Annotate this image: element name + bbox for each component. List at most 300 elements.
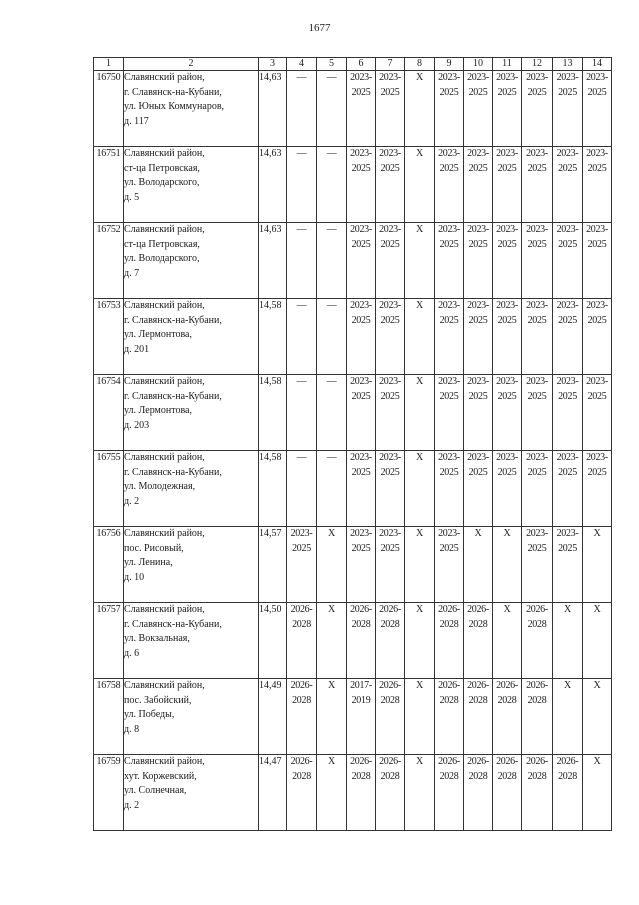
period-line: 2026- [379, 604, 401, 615]
period-line: 2025 [292, 542, 311, 554]
period-cell [522, 299, 553, 375]
period-cell [583, 679, 612, 755]
period-cell [376, 451, 405, 527]
period-line: — [296, 452, 307, 463]
period-line: 2028 [292, 770, 311, 782]
address-cell [124, 603, 259, 679]
period-cell [317, 223, 347, 299]
table-row [94, 71, 612, 147]
period-cell [287, 755, 317, 831]
period-cell [347, 299, 376, 375]
period-line: — [326, 148, 337, 159]
period-cell [317, 375, 347, 451]
period-line: 2028 [439, 694, 459, 706]
period-cell [287, 299, 317, 375]
period-line: X [416, 148, 423, 159]
period-cell [317, 603, 347, 679]
page-number: 1677 [308, 22, 331, 34]
period-cell [464, 527, 493, 603]
period-line: 2025 [439, 390, 459, 402]
period-cell [522, 603, 553, 679]
period-line: X [416, 300, 423, 311]
period-cell [522, 147, 553, 223]
period-line: 2023- [496, 300, 518, 311]
row-id: 16759 [94, 755, 124, 831]
period-cell [347, 375, 376, 451]
row-id: 16756 [94, 527, 124, 603]
address-line: д. 2 [124, 495, 140, 507]
period-line: 2023- [526, 300, 548, 311]
period-cell [464, 603, 493, 679]
period-cell [493, 527, 522, 603]
address-cell [124, 679, 259, 755]
column-number: 12 [522, 58, 553, 71]
period-line: 2023- [556, 224, 579, 235]
period-line: — [326, 452, 337, 463]
address-line: Славянский район, [124, 756, 205, 767]
address-cell [124, 375, 259, 451]
period-cell [435, 527, 464, 603]
period-line: X [416, 756, 423, 767]
period-line: 2025 [558, 390, 577, 402]
address-line: д. 203 [124, 419, 150, 431]
period-cell [405, 603, 435, 679]
period-cell [553, 755, 583, 831]
row-id: 16752 [94, 223, 124, 299]
period-cell [347, 71, 376, 147]
period-line: 2028 [351, 770, 371, 782]
row-id: 16751 [94, 147, 124, 223]
period-line: 2026- [290, 680, 313, 691]
area-value: 14,63 [259, 71, 287, 147]
period-line: X [593, 756, 601, 767]
period-line: 2023- [496, 452, 518, 463]
address-line: ул. Володарского, [124, 177, 200, 188]
period-line: 2023- [556, 452, 579, 463]
period-cell [435, 147, 464, 223]
period-line: 2028 [558, 770, 577, 782]
period-line: 2025 [558, 238, 577, 250]
period-line: 2023- [467, 72, 489, 83]
period-line: X [416, 528, 423, 539]
period-line: X [416, 604, 423, 615]
period-line: 2025 [380, 238, 400, 250]
period-line: 2026- [467, 604, 489, 615]
period-cell [405, 147, 435, 223]
period-cell [405, 71, 435, 147]
period-line: 2023- [467, 148, 489, 159]
period-line: 2023- [586, 300, 608, 311]
address-line: хут. Коржевский, [124, 770, 197, 782]
period-line: 2026- [290, 604, 313, 615]
address-cell [124, 299, 259, 375]
period-cell [553, 603, 583, 679]
period-cell [583, 527, 612, 603]
period-line: X [593, 680, 601, 691]
period-line: — [296, 72, 307, 83]
period-line: 2026- [496, 680, 518, 691]
row-id: 16757 [94, 603, 124, 679]
period-line: 2028 [292, 618, 311, 630]
period-line: X [503, 604, 511, 615]
period-cell [376, 679, 405, 755]
period-line: 2023- [586, 148, 608, 159]
period-cell [464, 223, 493, 299]
period-cell [435, 679, 464, 755]
address-cell [124, 755, 259, 831]
column-number: 6 [347, 58, 376, 71]
period-line: 2025 [351, 466, 371, 478]
period-line: 2025 [558, 314, 577, 326]
period-cell [287, 71, 317, 147]
period-line: 2028 [380, 694, 400, 706]
address-line: ул. Солнечная, [124, 785, 187, 796]
address-line: Славянский район, [124, 604, 205, 615]
period-cell [493, 375, 522, 451]
period-line: 2025 [439, 542, 459, 554]
column-number: 8 [405, 58, 435, 71]
period-cell [493, 71, 522, 147]
address-line: Славянский район, [124, 148, 205, 159]
address-line: г. Славянск-на-Кубани, [124, 618, 222, 630]
period-line: 2023- [586, 452, 608, 463]
period-line: X [474, 528, 482, 539]
period-cell [583, 71, 612, 147]
period-line: 2023- [586, 224, 608, 235]
address-cell [124, 223, 259, 299]
period-line: 2025 [497, 390, 517, 402]
period-line: 2025 [468, 86, 488, 98]
period-line: 2023- [350, 452, 372, 463]
period-line: 2026- [379, 756, 401, 767]
period-line: 2023- [526, 72, 548, 83]
period-line: 2025 [497, 238, 517, 250]
column-number: 4 [287, 58, 317, 71]
period-line: X [328, 604, 335, 615]
address-line: пос. Рисовый, [124, 542, 184, 554]
period-cell [493, 755, 522, 831]
period-line: 2026- [438, 680, 460, 691]
period-cell [464, 147, 493, 223]
table-body [94, 58, 612, 831]
table-row [94, 679, 612, 755]
period-cell [376, 223, 405, 299]
period-cell [287, 527, 317, 603]
period-cell [317, 299, 347, 375]
period-cell [405, 527, 435, 603]
period-line: 2023- [290, 528, 313, 539]
period-line: 2023- [467, 300, 489, 311]
period-cell [583, 755, 612, 831]
period-line: 2023- [350, 300, 372, 311]
period-line: 2025 [439, 162, 459, 174]
period-cell [522, 223, 553, 299]
period-line: 2025 [558, 162, 577, 174]
period-cell [522, 375, 553, 451]
period-cell [464, 451, 493, 527]
period-cell [553, 451, 583, 527]
period-line: 2028 [468, 694, 488, 706]
table-row [94, 527, 612, 603]
period-line: X [564, 680, 571, 691]
address-line: ст-ца Петровская, [124, 162, 200, 174]
address-line: д. 6 [124, 647, 140, 659]
period-line: 2028 [292, 694, 311, 706]
period-line: 2023- [586, 72, 608, 83]
period-cell [376, 527, 405, 603]
period-line: 2023- [496, 72, 518, 83]
table-row [94, 755, 612, 831]
period-line: 2025 [351, 86, 371, 98]
address-line: ул. Лермонтова, [124, 329, 192, 340]
period-line: X [328, 756, 335, 767]
period-cell [553, 223, 583, 299]
period-cell [435, 603, 464, 679]
period-line: 2025 [497, 466, 517, 478]
period-line: 2023- [438, 148, 460, 159]
period-line: 2023- [526, 528, 548, 539]
period-line: 2026- [438, 604, 460, 615]
row-id: 16750 [94, 71, 124, 147]
period-cell [405, 299, 435, 375]
period-line: X [328, 680, 335, 691]
period-line: 2025 [468, 390, 488, 402]
period-cell [522, 679, 553, 755]
table-row [94, 299, 612, 375]
period-line: 2025 [587, 238, 607, 250]
address-line: ул. Ленина, [124, 557, 173, 568]
period-line: 2025 [527, 314, 547, 326]
period-line: 2023- [379, 224, 401, 235]
period-line: 2023- [438, 224, 460, 235]
period-line: 2028 [439, 618, 459, 630]
period-line: 2023- [467, 224, 489, 235]
period-line: X [593, 528, 601, 539]
period-line: X [564, 604, 571, 615]
column-number: 9 [435, 58, 464, 71]
period-line: 2025 [351, 162, 371, 174]
period-cell [583, 147, 612, 223]
period-line: 2023- [556, 72, 579, 83]
period-line: 2023- [438, 376, 460, 387]
area-value: 14,47 [259, 755, 287, 831]
period-cell [376, 375, 405, 451]
period-cell [347, 223, 376, 299]
period-cell [405, 451, 435, 527]
address-cell [124, 71, 259, 147]
table-row [94, 223, 612, 299]
period-line: 2026- [290, 756, 313, 767]
period-line: 2023- [379, 376, 401, 387]
period-line: 2028 [380, 770, 400, 782]
period-line: 2025 [587, 86, 607, 98]
period-line: 2025 [497, 86, 517, 98]
address-line: г. Славянск-на-Кубани, [124, 314, 222, 326]
period-line: 2025 [527, 390, 547, 402]
address-line: Славянский район, [124, 680, 205, 691]
period-line: 2023- [438, 300, 460, 311]
period-line: 2025 [439, 314, 459, 326]
period-line: 2028 [527, 770, 547, 782]
address-line: д. 10 [124, 571, 145, 583]
address-line: д. 117 [124, 115, 149, 127]
address-line: д. 201 [124, 343, 150, 355]
period-line: 2023- [350, 528, 372, 539]
period-line: — [296, 300, 307, 311]
column-number: 2 [124, 58, 259, 71]
period-cell [435, 71, 464, 147]
period-line: 2025 [351, 390, 371, 402]
period-line: 2025 [468, 238, 488, 250]
period-line: 2025 [380, 466, 400, 478]
address-line: ул. Володарского, [124, 253, 200, 264]
period-line: 2025 [468, 466, 488, 478]
period-line: 2023- [379, 528, 401, 539]
period-line: — [326, 72, 337, 83]
address-line: г. Славянск-на-Кубани, [124, 86, 222, 98]
period-cell [405, 679, 435, 755]
period-line: 2023- [526, 224, 548, 235]
period-cell [405, 375, 435, 451]
area-value: 14,63 [259, 147, 287, 223]
address-line: ул. Победы, [124, 709, 175, 720]
area-value: 14,57 [259, 527, 287, 603]
period-line: X [416, 376, 423, 387]
period-line: 2023- [467, 452, 489, 463]
address-line: пос. Забойский, [124, 694, 192, 706]
period-cell [493, 299, 522, 375]
address-line: ул. Вокзальная, [124, 633, 190, 644]
address-line: г. Славянск-на-Кубани, [124, 466, 222, 478]
address-cell [124, 147, 259, 223]
period-line: 2025 [587, 162, 607, 174]
period-line: 2019 [351, 694, 371, 706]
period-cell [522, 755, 553, 831]
period-line: 2025 [587, 314, 607, 326]
period-line: 2025 [558, 86, 577, 98]
area-value: 14,50 [259, 603, 287, 679]
period-line: 2026- [467, 756, 489, 767]
row-id: 16753 [94, 299, 124, 375]
period-cell [376, 755, 405, 831]
period-line: 2025 [527, 466, 547, 478]
period-cell [464, 755, 493, 831]
period-line: 2025 [587, 390, 607, 402]
period-line: 2023- [526, 376, 548, 387]
period-cell [435, 299, 464, 375]
address-line: г. Славянск-на-Кубани, [124, 390, 222, 402]
period-cell [376, 299, 405, 375]
period-cell [347, 451, 376, 527]
column-number-row [94, 58, 612, 71]
period-line: 2023- [438, 452, 460, 463]
period-cell [583, 223, 612, 299]
period-line: 2026- [350, 756, 372, 767]
period-line: 2026- [379, 680, 401, 691]
period-line: 2023- [467, 376, 489, 387]
period-cell [287, 223, 317, 299]
period-cell [435, 223, 464, 299]
address-line: ст-ца Петровская, [124, 238, 200, 250]
period-line: 2025 [527, 86, 547, 98]
period-cell [583, 375, 612, 451]
column-number: 10 [464, 58, 493, 71]
period-cell [287, 679, 317, 755]
column-number: 5 [317, 58, 347, 71]
period-cell [522, 451, 553, 527]
period-cell [435, 451, 464, 527]
period-line: 2028 [439, 770, 459, 782]
period-cell [493, 147, 522, 223]
address-line: ул. Юных Коммунаров, [124, 101, 225, 112]
period-line: 2025 [468, 162, 488, 174]
period-line: — [296, 148, 307, 159]
period-line: X [416, 72, 423, 83]
period-line: 2023- [526, 452, 548, 463]
table-row [94, 375, 612, 451]
period-line: — [296, 376, 307, 387]
period-line: 2023- [350, 148, 372, 159]
period-cell [347, 755, 376, 831]
period-line: 2028 [380, 618, 400, 630]
period-line: 2026- [556, 756, 579, 767]
period-line: 2026- [467, 680, 489, 691]
period-line: 2025 [380, 314, 400, 326]
period-line: 2025 [439, 86, 459, 98]
address-line: Славянский район, [124, 452, 205, 463]
period-line: 2026- [526, 604, 548, 615]
column-number: 14 [583, 58, 612, 71]
period-line: 2025 [497, 314, 517, 326]
row-id: 16758 [94, 679, 124, 755]
period-line: 2025 [439, 466, 459, 478]
period-line: — [326, 376, 337, 387]
period-line: 2025 [380, 86, 400, 98]
column-number: 7 [376, 58, 405, 71]
period-line: 2023- [379, 452, 401, 463]
period-line: 2025 [558, 542, 577, 554]
column-number: 11 [493, 58, 522, 71]
period-line: 2025 [351, 238, 371, 250]
period-cell [405, 223, 435, 299]
period-cell [287, 451, 317, 527]
period-line: 2028 [468, 770, 488, 782]
address-line: д. 5 [124, 191, 140, 203]
period-cell [347, 603, 376, 679]
period-cell [553, 147, 583, 223]
period-line: 2028 [497, 694, 517, 706]
period-cell [583, 603, 612, 679]
period-cell [583, 451, 612, 527]
period-cell [317, 527, 347, 603]
address-cell [124, 527, 259, 603]
period-line: 2028 [527, 618, 547, 630]
period-line: 2023- [496, 224, 518, 235]
column-number: 1 [94, 58, 124, 71]
period-line: — [326, 300, 337, 311]
period-line: 2026- [438, 756, 460, 767]
area-value: 14,63 [259, 223, 287, 299]
period-line: 2023- [496, 148, 518, 159]
period-line: 2028 [468, 618, 488, 630]
period-line: 2025 [351, 314, 371, 326]
period-cell [435, 375, 464, 451]
row-id: 16754 [94, 375, 124, 451]
period-cell [405, 755, 435, 831]
period-cell [493, 603, 522, 679]
row-id: 16755 [94, 451, 124, 527]
period-cell [317, 679, 347, 755]
